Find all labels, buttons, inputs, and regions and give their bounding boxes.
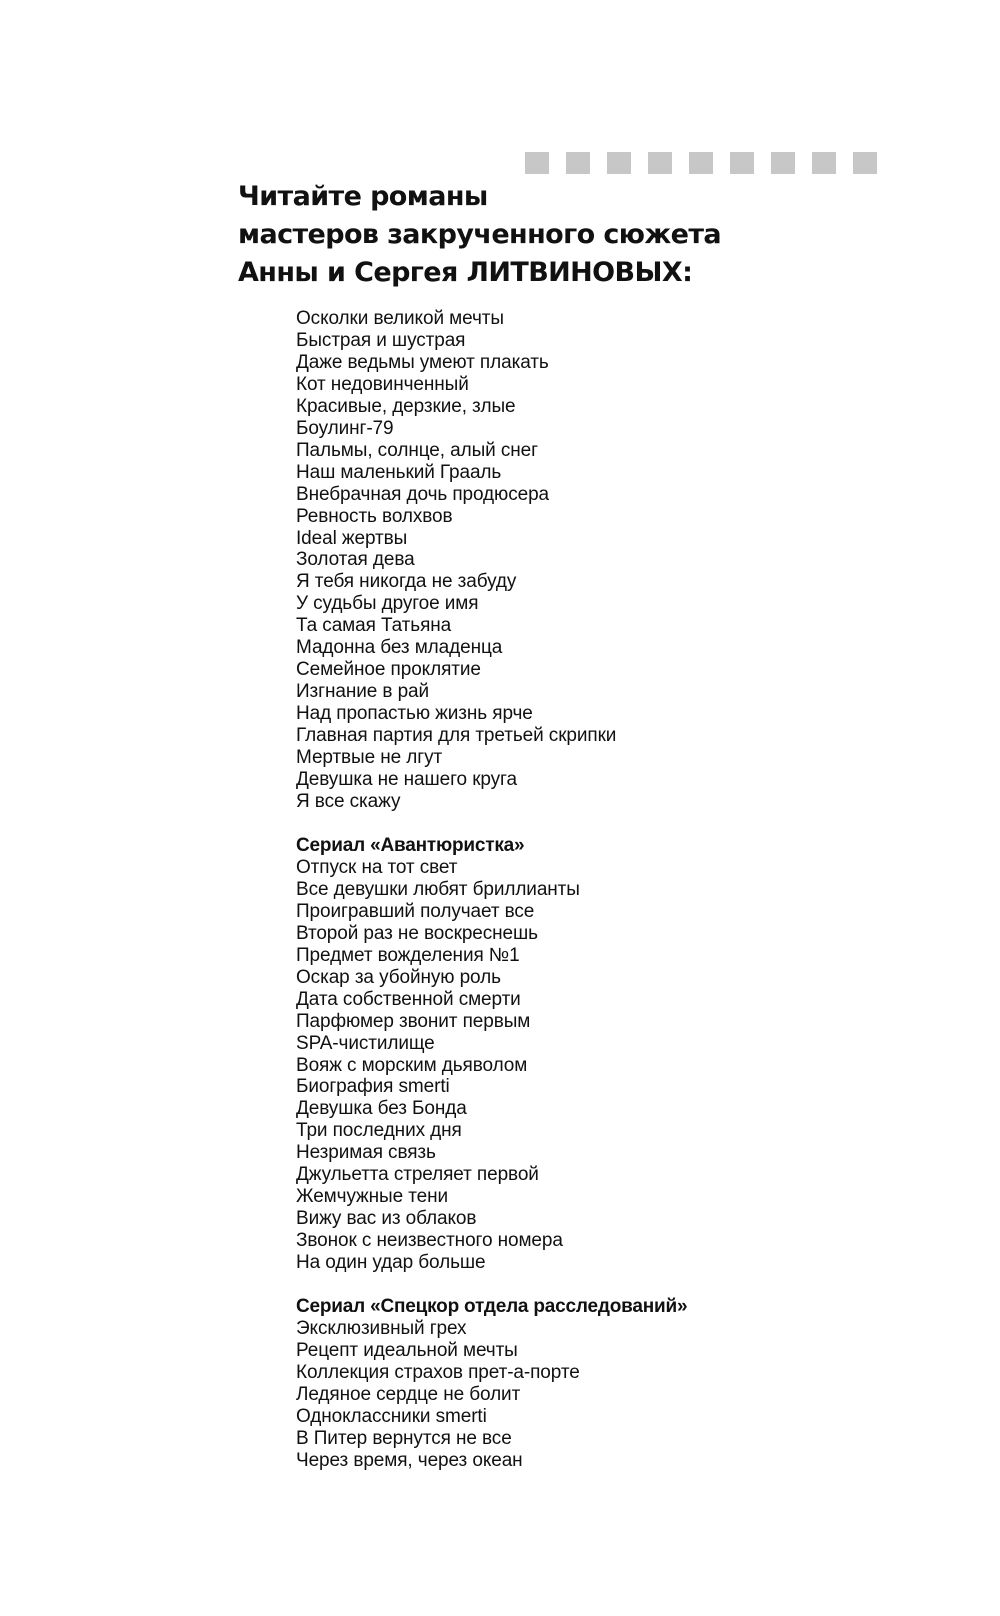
book-title: Девушка не нашего круга (296, 769, 517, 791)
page-heading (238, 178, 721, 292)
book-title-list (296, 1318, 936, 1472)
book-title-list (296, 857, 936, 1274)
decorative-square (689, 152, 713, 174)
book-title-list (296, 308, 936, 813)
book-title: Оскар за убойную роль (296, 966, 501, 988)
book-title: Та самая Татьяна (296, 615, 452, 637)
book-title: Осколки великой мечты (296, 308, 504, 329)
decorative-square (771, 152, 795, 174)
book-title: Проигравший получает все (296, 900, 535, 922)
book-title: Внебрачная дочь продюсера (296, 483, 549, 505)
book-title: Рецепт идеальной мечты (296, 1339, 518, 1361)
book-title: Боулинг-79 (296, 417, 394, 439)
book-title: Эксклюзивный грех (296, 1318, 467, 1340)
decorative-square (607, 152, 631, 174)
book-title: Второй раз не воскреснешь (296, 922, 538, 944)
decorative-square (730, 152, 754, 174)
book-title: Главная партия для третьей скрипки (296, 725, 617, 747)
book-title: Жемчужные тени (296, 1186, 449, 1208)
book-title: Золотая дева (296, 549, 415, 571)
book-title: Быстрая и шустрая (296, 329, 466, 351)
book-title: Пальмы, солнце, алый снег (296, 439, 538, 461)
decorative-square (648, 152, 672, 174)
book-title: Все девушки любят бриллианты (296, 878, 580, 900)
book-title: Ледяное сердце не болит (296, 1383, 521, 1405)
book-title: Мертвые не лгут (296, 747, 443, 769)
book-title: Красивые, дерзкие, злые (296, 395, 516, 417)
book-title: Вижу вас из облаков (296, 1208, 477, 1230)
book-title: Через время, через океан (296, 1449, 523, 1471)
book-title: Отпуск на тот свет (296, 856, 458, 878)
book-title: Незримая связь (296, 1142, 436, 1164)
book-title: Я тебя никогда не забуду (296, 571, 517, 593)
book-list (296, 308, 936, 1494)
decorative-square (566, 152, 590, 174)
book-title: Кот недовинченный (296, 373, 469, 395)
heading-line-2: мастеров закрученного сюжета (238, 219, 722, 250)
book-title: Девушка без Бонда (296, 1098, 467, 1120)
book-title: SPA-чистилище (296, 1032, 435, 1054)
decorative-square (853, 152, 877, 174)
book-title: Над пропастью жизнь ярче (296, 703, 533, 725)
decorative-square-row (525, 152, 877, 174)
book-title: На один удар больше (296, 1252, 486, 1274)
book-title: Дата собственной смерти (296, 988, 521, 1010)
book-title: Одноклассники smerti (296, 1405, 487, 1427)
book-title: Даже ведьмы умеют плакать (296, 351, 549, 373)
book-title: Изгнание в рай (296, 681, 430, 703)
heading-line-3: Анны и Сергея ЛИТВИНОВЫХ: (238, 257, 693, 288)
decorative-square (812, 152, 836, 174)
book-title: В Питер вернутся не все (296, 1427, 512, 1449)
book-title: Три последних дня (296, 1120, 462, 1142)
book-title: Семейное проклятие (296, 659, 481, 681)
book-title: Парфюмер звонит первым (296, 1010, 531, 1032)
book-title: Мадонна без младенца (296, 637, 503, 659)
decorative-square (525, 152, 549, 174)
book-title: Наш маленький Грааль (296, 461, 502, 483)
series-title: Сериал «Спецкор отдела расследований» (296, 1296, 688, 1318)
book-title: Звонок с неизвестного номера (296, 1230, 563, 1252)
book-title: Ревность волхвов (296, 505, 453, 527)
series-title: Сериал «Авантюристка» (296, 834, 525, 856)
book-series-section (296, 1296, 936, 1472)
book-title: Джульетта стреляет первой (296, 1164, 539, 1186)
book-title: Я все скажу (296, 790, 401, 812)
book-title: Вояж с морским дьяволом (296, 1054, 528, 1076)
book-title: Ideal жертвы (296, 527, 408, 549)
book-title: Предмет вожделения №1 (296, 944, 520, 966)
book-title: Биография smerti (296, 1076, 450, 1098)
book-series-section (296, 308, 936, 813)
heading-line-1: Читайте романы (238, 181, 488, 212)
book-title: У судьбы другое имя (296, 593, 479, 615)
book-series-section (296, 835, 936, 1274)
book-title: Коллекция страхов прет-а-порте (296, 1361, 580, 1383)
